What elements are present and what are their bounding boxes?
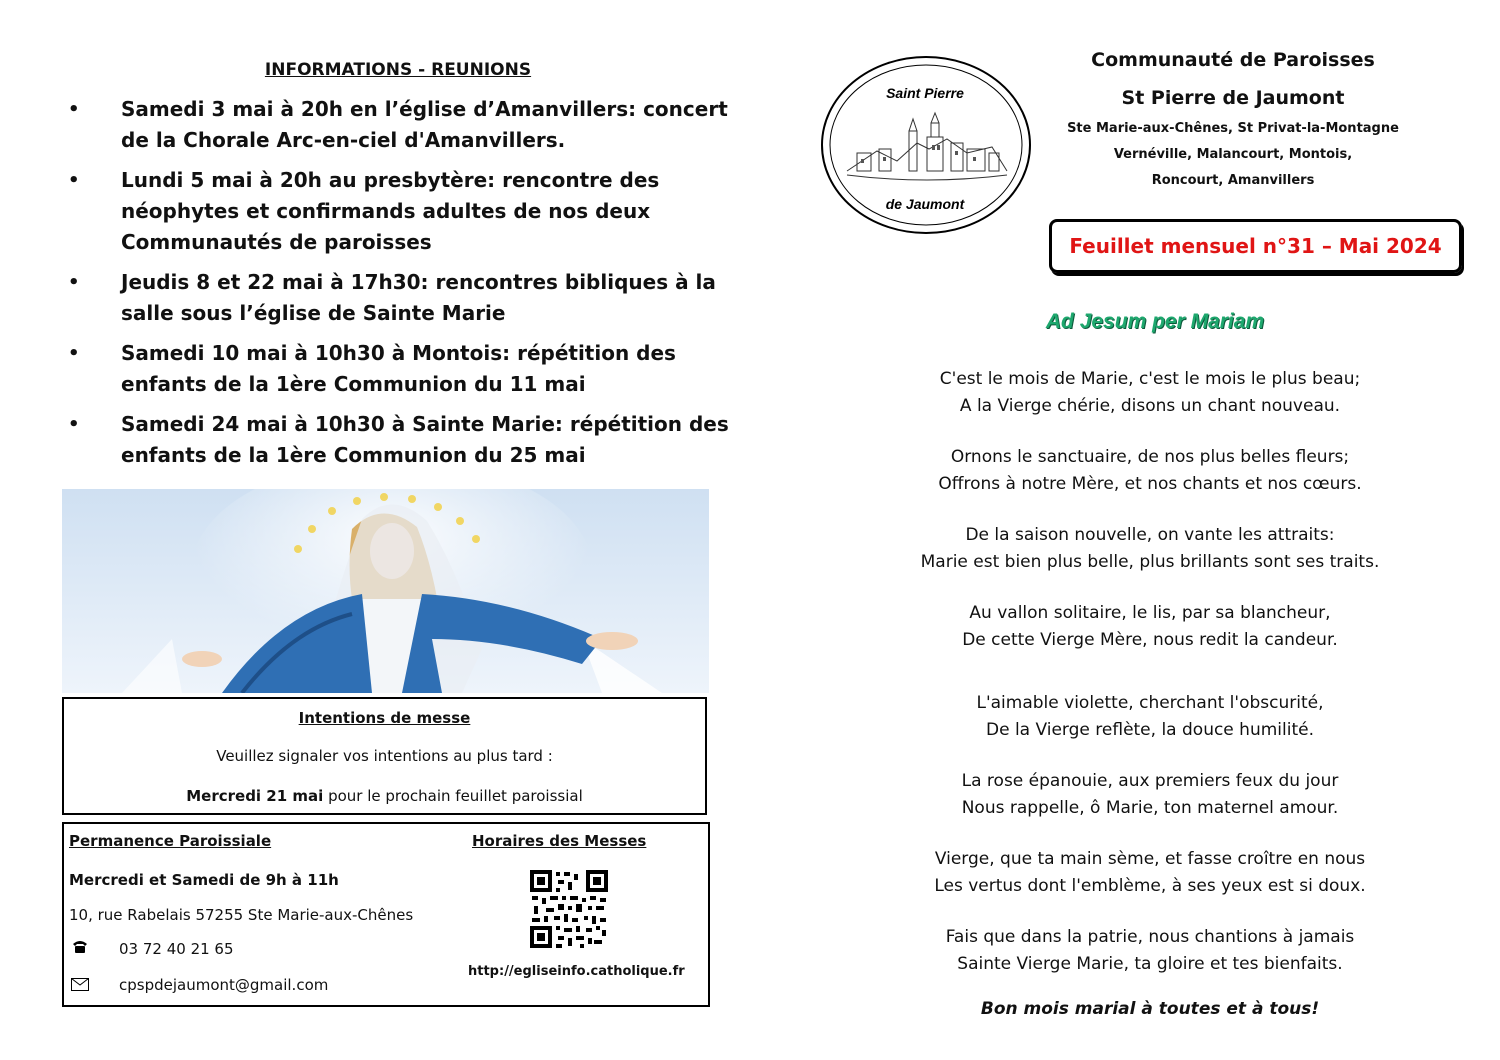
info-list [60,94,740,480]
poem-line: Ornons le sanctuaire, de nos plus belles fleurs; [950,447,1350,467]
poem-line: A la Vierge chérie, disons un chant nouveau. [959,396,1341,416]
poem-line: De la saison nouvelle, on vante les attraits: [965,525,1335,545]
poem-line: Marie est bien plus belle, plus brillants sont ses traits. [920,552,1380,572]
masses-title: Horaires des Messes [472,832,647,850]
villages-line-3: Roncourt, Amanvillers [1151,173,1315,188]
poem-line: De cette Vierge Mère, nous redit la candeur. [962,630,1338,650]
poem-line: Sainte Vierge Marie, ta gloire et tes bienfaits. [957,954,1343,974]
parish-name: St Pierre de Jaumont [1121,87,1345,109]
poem-stanza [880,444,1420,498]
bullet: • [68,343,80,364]
virgin-mary-image [62,489,709,693]
bullet: • [68,414,80,435]
list-item-text: Samedi 10 mai à 10h30 à Montois: répétition des enfants de la 1ère Communion du 11 mai [121,341,676,396]
bulletin-title-box [1049,219,1462,273]
logo-bottom-text: de Jaumont [885,196,965,212]
poem-stanza [880,846,1420,900]
list-item-text: Samedi 3 mai à 20h en l’église d’Amanvillers: concert de la Chorale Arc-en-ciel d'Amanvillers. [121,97,728,152]
poem-line: Fais que dans la patrie, nous chantions à jamais [945,927,1355,947]
poem-stanza [880,768,1420,822]
poem-line: Les vertus dont l'emblème, à ses yeux est si doux. [934,876,1366,896]
permanence-title: Permanence Paroissiale [69,832,272,850]
masses-url-link[interactable]: http://egliseinfo.catholique.fr [468,964,685,979]
list-item-text: Jeudis 8 et 22 mai à 17h30: rencontres bibliques à la salle sous l’église de Sainte Marie [121,270,716,325]
phone-icon [72,940,88,958]
poem-stanza [880,924,1420,978]
permanence-hours: Mercredi et Samedi de 9h à 11h [69,871,339,889]
villages-line-1: Ste Marie-aux-Chênes, St Privat-la-Montagne [1067,121,1399,136]
envelope-icon [71,977,89,995]
poem-line: Offrons à notre Mère, et nos chants et nos cœurs. [938,474,1362,494]
closing-wish: Bon mois marial à toutes et à tous! [980,999,1320,1019]
motto: Ad Jesum per Mariam [1045,310,1265,333]
poem-line: La rose épanouie, aux premiers feux du jour [961,771,1339,791]
bullet: • [68,99,80,120]
poem-line: L'aimable violette, cherchant l'obscurité, [976,693,1324,713]
poem-stanza [880,366,1420,420]
poem-line: De la Vierge reflète, la douce humilité. [986,720,1314,740]
info-title: INFORMATIONS - REUNIONS [264,60,532,80]
list-item [60,165,740,258]
poem-line: Vierge, que ta main sème, et fasse croître en nous [934,849,1366,869]
poem-line: Au vallon solitaire, le lis, par sa blancheur, [969,603,1331,623]
logo-top-text: Saint Pierre [886,85,964,101]
permanence-box [62,822,710,1007]
email-link[interactable]: cpspdejaumont@gmail.com [119,976,329,994]
bulletin-title: Feuillet mensuel n°31 – Mai 2024 [1069,234,1442,258]
list-item-text: Lundi 5 mai à 20h au presbytère: rencontre des néophytes et confirmands adultes de nos deux Communautés de paroisses [121,168,660,254]
poem [880,366,1420,1002]
qr-code-icon[interactable] [530,870,608,952]
community-title: Communauté de Paroisses [1091,49,1375,71]
permanence-address: 10, rue Rabelais 57255 Ste Marie-aux-Chênes [69,906,414,924]
poem-stanza [880,600,1420,654]
poem-stanza [880,522,1420,576]
bullet: • [68,170,80,191]
villages-line-2: Vernéville, Malancourt, Montois, [1113,147,1353,162]
list-item [60,94,740,156]
intentions-deadline [64,787,705,805]
list-item-text: Samedi 24 mai à 10h30 à Sainte Marie: répétition des enfants de la 1ère Communion du 25 mai [121,412,729,467]
virgin-mary-illustration [62,489,709,693]
bullet: • [68,272,80,293]
list-item [60,409,740,471]
list-item [60,267,740,329]
poem-line: C'est le mois de Marie, c'est le mois le plus beau; [939,369,1361,389]
list-item [60,338,740,400]
poem-line: Nous rappelle, ô Marie, ton maternel amour. [961,798,1339,818]
deadline-text: pour le prochain feuillet paroissial [323,787,583,805]
deadline-date: Mercredi 21 mai [186,787,324,805]
intentions-title: Intentions de messe [298,709,471,727]
intentions-box [62,697,707,815]
intentions-instruction: Veuillez signaler vos intentions au plus tard : [216,747,553,765]
parish-logo [817,53,1035,237]
poem-stanza [880,690,1420,744]
phone-number: 03 72 40 21 65 [119,940,234,958]
